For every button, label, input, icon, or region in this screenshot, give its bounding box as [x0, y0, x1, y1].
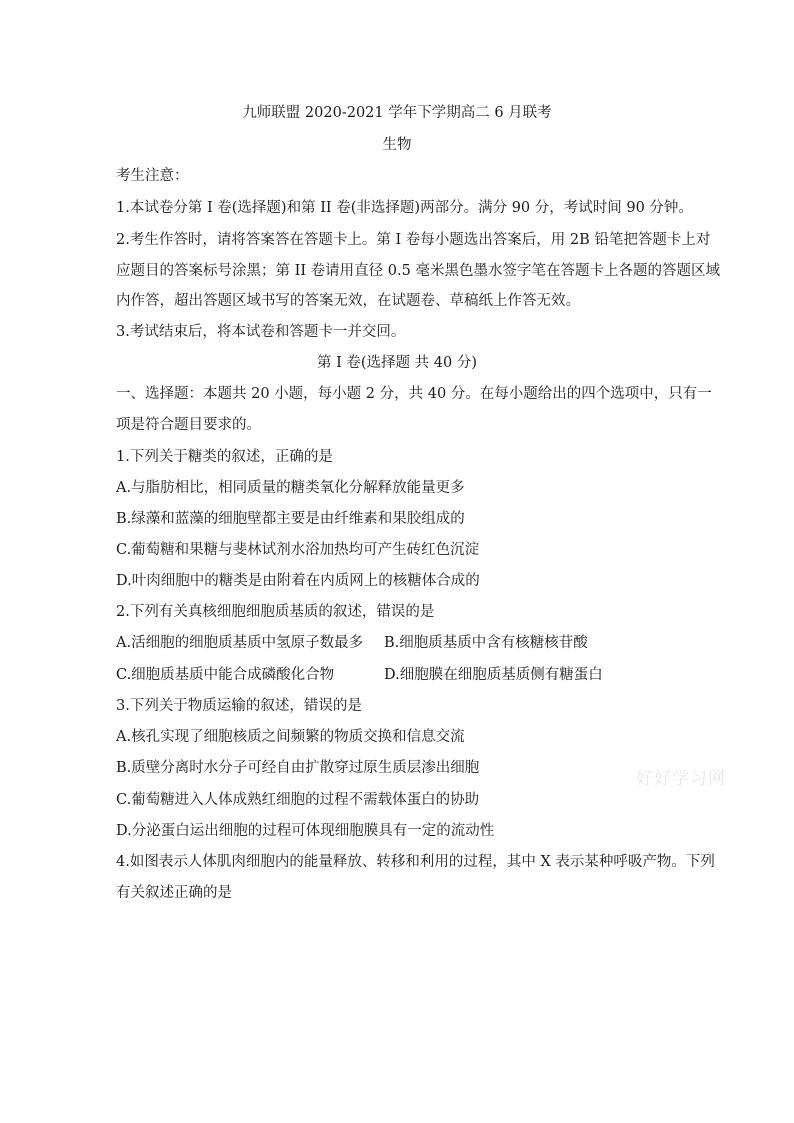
- question-1-stem: 1.下列关于糖类的叙述，正确的是: [116, 449, 333, 465]
- subject-title: 生物: [382, 137, 412, 153]
- question-3-option-b: B.质壁分离时水分子可经自由扩散穿过原生质层渗出细胞: [116, 760, 480, 776]
- question-3-option-a: A.核孔实现了细胞核质之间频繁的物质交换和信息交流: [116, 729, 465, 745]
- notice-heading: 考生注意：: [116, 168, 189, 184]
- notice-item-3: 3.考试结束后，将本试卷和答题卡一并交回。: [116, 324, 406, 340]
- watermark: 好好学习网: [636, 769, 726, 789]
- notice-item-1: 1.本试卷分第 I 卷(选择题)和第 II 卷(非选择题)两部分。满分 90 分，考试时间 90 分钟。: [116, 200, 693, 216]
- question-2-option-c: C.细胞质基质中能合成磷酸化合物: [116, 667, 335, 683]
- notice-item-2-line-2: 应题目的答案标号涂黑；第 II 卷请用直径 0.5 毫米黑色墨水签字笔在答题卡上各题的答题区域: [116, 263, 720, 279]
- question-1-option-b: B.绿藻和蓝藻的细胞壁都主要是由纤维素和果胶组成的: [116, 511, 465, 527]
- question-2-stem: 2.下列有关真核细胞细胞质基质的叙述，错误的是: [116, 604, 435, 620]
- question-3-option-c: C.葡萄糖进入人体成熟红细胞的过程不需载体蛋白的协助: [116, 792, 480, 808]
- question-4-stem-line-2: 有关叙述正确的是: [116, 885, 232, 901]
- question-4-stem-line-1: 4.如图表示人体肌肉细胞内的能量释放、转移和利用的过程，其中 X 表示某种呼吸产物。下列: [116, 854, 715, 870]
- question-3-stem: 3.下列关于物质运输的叙述，错误的是: [116, 698, 362, 714]
- question-1-option-a: A.与脂肪相比，相同质量的糖类氧化分解释放能量更多: [116, 480, 465, 496]
- question-2-option-d: D.细胞膜在细胞质基质侧有糖蛋白: [384, 667, 603, 683]
- question-1-option-d: D.叶肉细胞中的糖类是由附着在内质网上的核糖体合成的: [116, 573, 480, 589]
- section-intro-line-1: 一、选择题：本题共 20 小题，每小题 2 分，共 40 分。在每小题给出的四个选项中，只有一: [116, 386, 712, 402]
- section-title: 第 I 卷(选择题 共 40 分): [316, 355, 478, 371]
- question-2-option-b: B.细胞质基质中含有核糖核苷酸: [384, 635, 588, 651]
- question-3-option-d: D.分泌蛋白运出细胞的过程可体现细胞膜具有一定的流动性: [116, 823, 495, 839]
- section-intro-line-2: 项是符合题目要求的。: [116, 417, 261, 433]
- question-1-option-c: C.葡萄糖和果糖与斐林试剂水浴加热均可产生砖红色沉淀: [116, 542, 480, 558]
- notice-item-2-line-3: 内作答，超出答题区域书写的答案无效，在试题卷、草稿纸上作答无效。: [116, 293, 580, 309]
- question-2-option-a: A.活细胞的细胞质基质中氢原子数最多: [116, 635, 364, 651]
- notice-item-2-line-1: 2.考生作答时，请将答案答在答题卡上。第 I 卷每小题选出答案后，用 2B 铅笔把答题卡上对: [116, 232, 711, 248]
- exam-title: 九师联盟 2020-2021 学年下学期高二 6 月联考: [242, 105, 552, 121]
